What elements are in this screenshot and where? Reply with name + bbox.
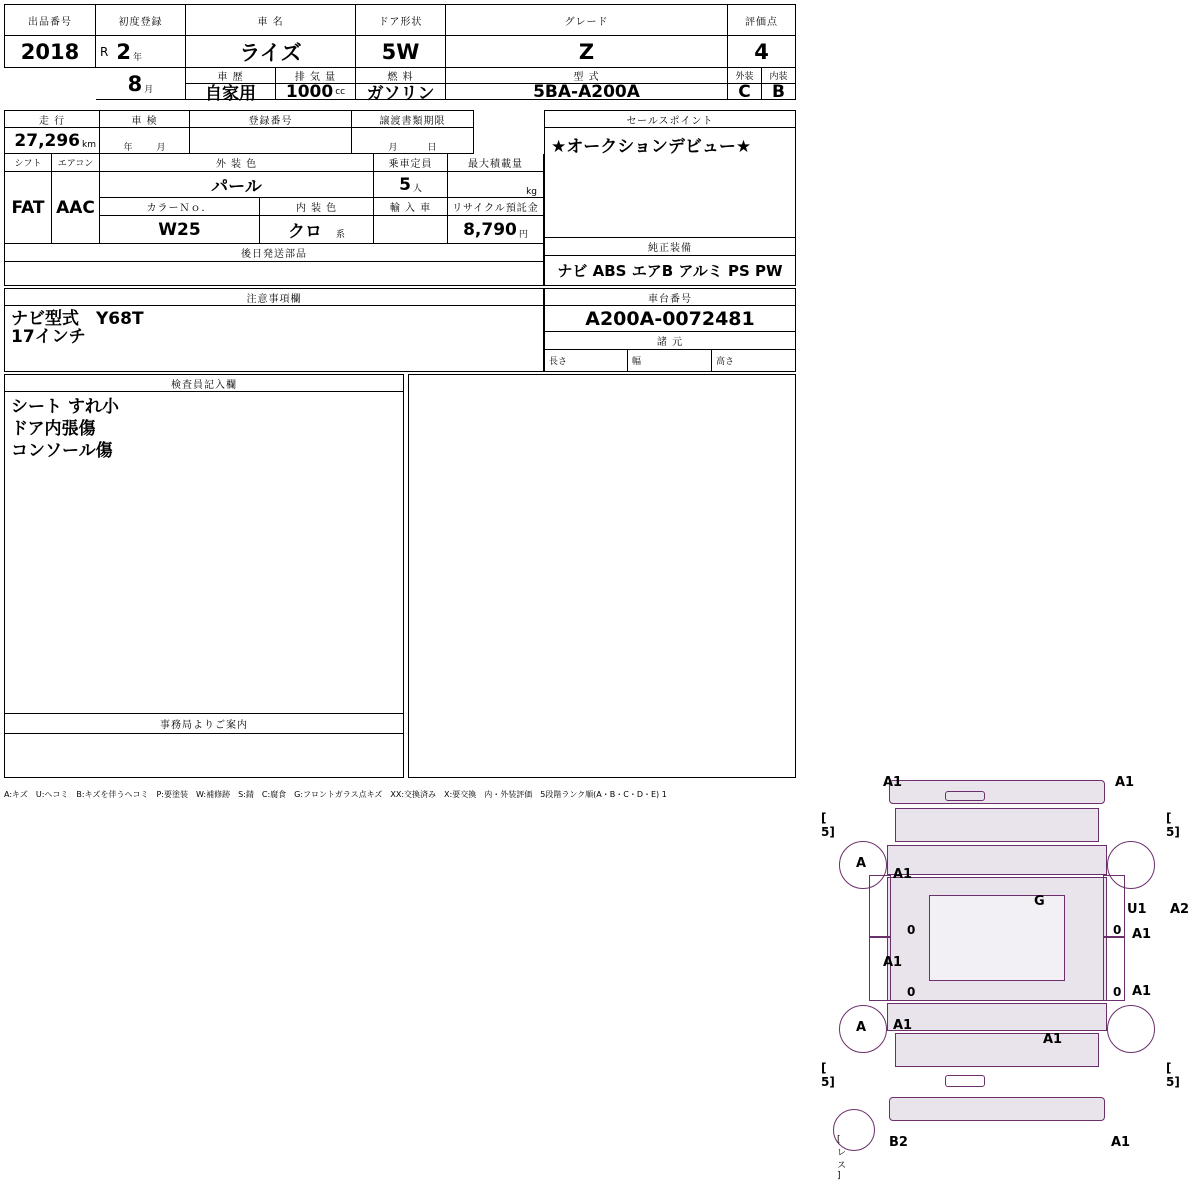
grade-value-cell bbox=[446, 36, 728, 68]
door-type-value-cell bbox=[356, 36, 446, 68]
displacement-label: 排 気 量 bbox=[294, 72, 337, 83]
equipment-value: ナビ ABS エアB アルミ PS PW bbox=[557, 262, 783, 280]
reg-number-label-cell bbox=[190, 110, 352, 128]
fuel-value: ガソリン bbox=[366, 84, 435, 104]
first-reg-month-unit: 月 bbox=[144, 85, 154, 95]
maxload-label: 最大積載量 bbox=[468, 159, 523, 170]
first-reg-label-cell bbox=[96, 4, 186, 36]
chassis-value: A200A-0072481 bbox=[585, 307, 755, 330]
office-value-cell bbox=[4, 734, 404, 778]
chassis-label: 車台番号 bbox=[648, 293, 692, 305]
lot-number-label: 出品番号 bbox=[28, 16, 72, 28]
later-parts-label: 後日発送部品 bbox=[241, 249, 307, 260]
fuel-value-cell bbox=[356, 84, 446, 104]
color-no-value: W25 bbox=[158, 219, 201, 240]
history-value: 自家用 bbox=[205, 84, 256, 104]
transfer-month-unit: 月 bbox=[388, 143, 398, 153]
damage-mark: B2 bbox=[889, 1135, 908, 1150]
damage-mark: A bbox=[856, 1020, 867, 1035]
color-no-value-cell bbox=[100, 216, 260, 244]
rear-bumper bbox=[889, 1097, 1105, 1121]
mileage-label: 走 行 bbox=[38, 115, 66, 127]
hood-panel bbox=[895, 808, 1099, 842]
wheel-front-right bbox=[1107, 841, 1155, 889]
shift-value: FAT bbox=[11, 197, 45, 218]
damage-mark: A1 bbox=[1111, 1135, 1131, 1150]
damage-mark: 0 bbox=[1113, 985, 1122, 999]
later-parts-value-cell bbox=[4, 262, 544, 286]
model-code-value: 5BA-A200A bbox=[533, 81, 640, 102]
interior-color-value-cell bbox=[260, 216, 374, 244]
seats-value: 5 bbox=[399, 174, 411, 195]
import-label-cell bbox=[374, 198, 448, 216]
dimension-width-label: 幅 bbox=[632, 357, 642, 367]
exterior-color-value-cell bbox=[100, 172, 374, 198]
aircon-label-cell bbox=[52, 154, 100, 172]
lot-number-value-cell bbox=[4, 36, 96, 68]
car-name-value-cell bbox=[186, 36, 356, 68]
mileage-value: 27,296 bbox=[14, 130, 81, 151]
damage-mark: 0 bbox=[907, 923, 916, 937]
damage-mark: A1 bbox=[1115, 775, 1135, 790]
damage-mark: A1 bbox=[893, 1018, 913, 1033]
import-value-cell bbox=[374, 216, 448, 244]
history-value-cell bbox=[186, 84, 276, 104]
displacement-value-cell bbox=[276, 81, 356, 102]
seats-label: 乗車定員 bbox=[388, 159, 433, 170]
notes-value-cell bbox=[4, 306, 544, 372]
interior-grade-value: B bbox=[772, 81, 785, 102]
score-value: 4 bbox=[754, 39, 769, 64]
inspector-label-cell bbox=[4, 374, 404, 392]
first-reg-label: 初度登録 bbox=[118, 16, 163, 28]
recycle-value: 8,790 bbox=[463, 219, 517, 240]
maxload-label-cell bbox=[448, 154, 544, 172]
exterior-grade-value-cell bbox=[728, 81, 762, 102]
fuel-label: 燃 料 bbox=[387, 72, 414, 83]
model-code-label: 型 式 bbox=[573, 72, 600, 83]
seats-label-cell bbox=[374, 154, 448, 172]
equipment-value-cell bbox=[544, 256, 796, 286]
grade-label-cell bbox=[446, 4, 728, 36]
sales-point-value-cell bbox=[544, 128, 796, 238]
import-label: 輸 入 車 bbox=[389, 203, 432, 214]
shaken-label-cell bbox=[100, 110, 190, 128]
car-name-value: ライズ bbox=[239, 40, 302, 65]
score-label-cell bbox=[728, 4, 796, 36]
seats-unit: 人 bbox=[412, 184, 422, 194]
interior-grade-value-cell bbox=[762, 81, 796, 102]
trunk-panel bbox=[895, 1033, 1099, 1067]
door-type-label-cell bbox=[356, 4, 446, 36]
office-label: 事務局よりご案内 bbox=[160, 720, 248, 731]
notes-line-1: ナビ型式 Y68T bbox=[11, 309, 144, 329]
inspector-line-1: シート すれ小 bbox=[11, 397, 119, 417]
reg-number-value-cell bbox=[190, 128, 352, 154]
recycle-value-cell bbox=[448, 216, 544, 244]
dimension-label-cell bbox=[544, 332, 796, 350]
grade-value: Z bbox=[578, 39, 595, 64]
maxload-unit: kg bbox=[526, 187, 537, 197]
rear-plate bbox=[945, 1075, 985, 1087]
seats-value-cell bbox=[374, 172, 448, 198]
later-parts-label-cell bbox=[4, 244, 544, 262]
rear-window bbox=[887, 1003, 1107, 1031]
mileage-unit: km bbox=[82, 140, 96, 150]
exterior-color-label-cell bbox=[100, 154, 374, 172]
sales-point-label-cell bbox=[544, 110, 796, 128]
damage-mark: A2 bbox=[1170, 902, 1189, 917]
interior-color-value: クロ bbox=[287, 222, 322, 242]
shift-value-cell bbox=[4, 172, 52, 244]
damage-mark: A bbox=[856, 856, 867, 871]
recycle-label: リサイクル預託金 bbox=[452, 203, 539, 214]
shaken-value-cell bbox=[100, 128, 190, 154]
shift-label-cell bbox=[4, 154, 52, 172]
maxload-value-cell bbox=[448, 172, 544, 198]
first-reg-value-cell bbox=[96, 36, 186, 68]
dimension-label: 諸 元 bbox=[656, 337, 684, 348]
damage-mark: 0 bbox=[907, 985, 916, 999]
damage-mark: A1 bbox=[1132, 984, 1152, 999]
interior-color-suffix: 系 bbox=[335, 230, 345, 240]
car-name-label-cell bbox=[186, 4, 356, 36]
shift-label: シフト bbox=[14, 159, 42, 169]
aircon-value: AAC bbox=[56, 197, 95, 218]
sales-point-label: セールスポイント bbox=[626, 115, 714, 127]
grade-label: グレード bbox=[564, 16, 609, 28]
inspector-value-cell bbox=[4, 392, 404, 714]
equipment-label: 純正装備 bbox=[648, 243, 692, 254]
interior-grade-label: 内装 bbox=[769, 72, 788, 82]
dimension-height-label: 高さ bbox=[716, 357, 735, 367]
damage-mark: A1 bbox=[1043, 1032, 1063, 1047]
lot-number-value: 2018 bbox=[20, 39, 80, 64]
first-reg-year-value: 2 bbox=[116, 39, 131, 64]
dimension-length-label: 長さ bbox=[549, 357, 568, 367]
exterior-color-label: 外 装 色 bbox=[215, 159, 258, 170]
front-grille bbox=[945, 791, 985, 801]
notes-label: 注意事項欄 bbox=[246, 293, 302, 305]
first-reg-month-value: 8 bbox=[127, 71, 143, 96]
damage-mark: [ 5] bbox=[821, 1061, 835, 1089]
model-code-value-cell bbox=[446, 81, 728, 102]
dimension-height-cell bbox=[712, 350, 796, 372]
front-bumper bbox=[889, 780, 1105, 804]
notes-line-2: 17インチ bbox=[11, 327, 86, 347]
damage-mark: A1 bbox=[893, 867, 913, 882]
door-type-label: ドア形状 bbox=[378, 16, 423, 28]
damage-mark: 0 bbox=[1113, 923, 1122, 937]
reg-number-label: 登録番号 bbox=[248, 115, 293, 127]
color-no-label: カラーＮｏ． bbox=[146, 203, 213, 214]
dimension-width-cell bbox=[628, 350, 712, 372]
aircon-label: エアコン bbox=[57, 159, 94, 169]
lot-number-label-cell bbox=[4, 4, 96, 36]
damage-mark: [ 5] bbox=[1166, 1061, 1180, 1089]
shaken-label: 車 検 bbox=[131, 115, 158, 127]
inspector-line-3: コンソール傷 bbox=[11, 441, 113, 461]
legend-footer: A:キズ U:ヘコミ B:キズを伴うヘコミ P:要塗装 W:補修跡 S:錆 C:腐食 G:フロントガラス点キズ XX:交換済み X:要交換 内・外装評価 5段階ランク順(A・B・C・D・E) 1 bbox=[4, 790, 667, 799]
shaken-month-unit: 月 bbox=[156, 143, 166, 153]
recycle-label-cell bbox=[448, 198, 544, 216]
damage-mark: A1 bbox=[883, 955, 903, 970]
aircon-value-cell bbox=[52, 172, 100, 244]
score-label: 評価点 bbox=[745, 16, 778, 28]
chassis-value-cell bbox=[544, 306, 796, 332]
damage-diagram[interactable] bbox=[408, 374, 1189, 1181]
transfer-doc-label-cell bbox=[352, 110, 474, 128]
recycle-unit: 円 bbox=[518, 230, 528, 240]
damage-mark: G bbox=[1034, 894, 1045, 909]
damage-mark: A1 bbox=[883, 775, 903, 790]
transfer-doc-value-cell bbox=[352, 128, 474, 154]
exterior-grade-label: 外装 bbox=[735, 72, 754, 82]
displacement-value: 1000 bbox=[285, 81, 334, 102]
exterior-color-value: パール bbox=[211, 177, 262, 197]
chassis-label-cell bbox=[544, 288, 796, 306]
inspector-line-2: ドア内張傷 bbox=[11, 419, 96, 439]
door-type-value: 5W bbox=[381, 39, 420, 64]
exterior-grade-value: C bbox=[738, 81, 751, 102]
car-name-label: 車 名 bbox=[257, 16, 284, 28]
interior-color-label-cell bbox=[260, 198, 374, 216]
first-reg-month-cell bbox=[96, 68, 186, 100]
windshield bbox=[887, 845, 1107, 875]
score-value-cell bbox=[728, 36, 796, 68]
equipment-label-cell bbox=[544, 238, 796, 256]
history-label: 車 歴 bbox=[217, 72, 244, 83]
office-label-cell bbox=[4, 714, 404, 734]
damage-mark: A1 bbox=[1132, 927, 1152, 942]
mileage-label-cell bbox=[4, 110, 100, 128]
interior-color-label: 内 装 色 bbox=[295, 203, 338, 214]
damage-mark: [ 5] bbox=[821, 811, 835, 839]
mileage-value-cell bbox=[4, 128, 100, 154]
color-no-label-cell bbox=[100, 198, 260, 216]
damage-mark: U1 bbox=[1127, 902, 1147, 917]
transfer-day-unit: 日 bbox=[427, 143, 437, 153]
spare-tire-note: [ レス ] bbox=[837, 1135, 847, 1181]
sales-point-value: ★オークションデビュー★ bbox=[551, 137, 752, 157]
displacement-unit: cc bbox=[335, 87, 346, 97]
transfer-doc-label: 譲渡書類期限 bbox=[379, 115, 446, 127]
dimension-length-cell bbox=[544, 350, 628, 372]
first-reg-era: R bbox=[100, 44, 109, 59]
wheel-rear-right bbox=[1107, 1005, 1155, 1053]
shaken-year-unit: 年 bbox=[123, 143, 133, 153]
first-reg-year-unit: 年 bbox=[132, 53, 142, 63]
damage-mark: [ 5] bbox=[1166, 811, 1180, 839]
notes-label-cell bbox=[4, 288, 544, 306]
inspector-label: 検査員記入欄 bbox=[171, 379, 237, 391]
